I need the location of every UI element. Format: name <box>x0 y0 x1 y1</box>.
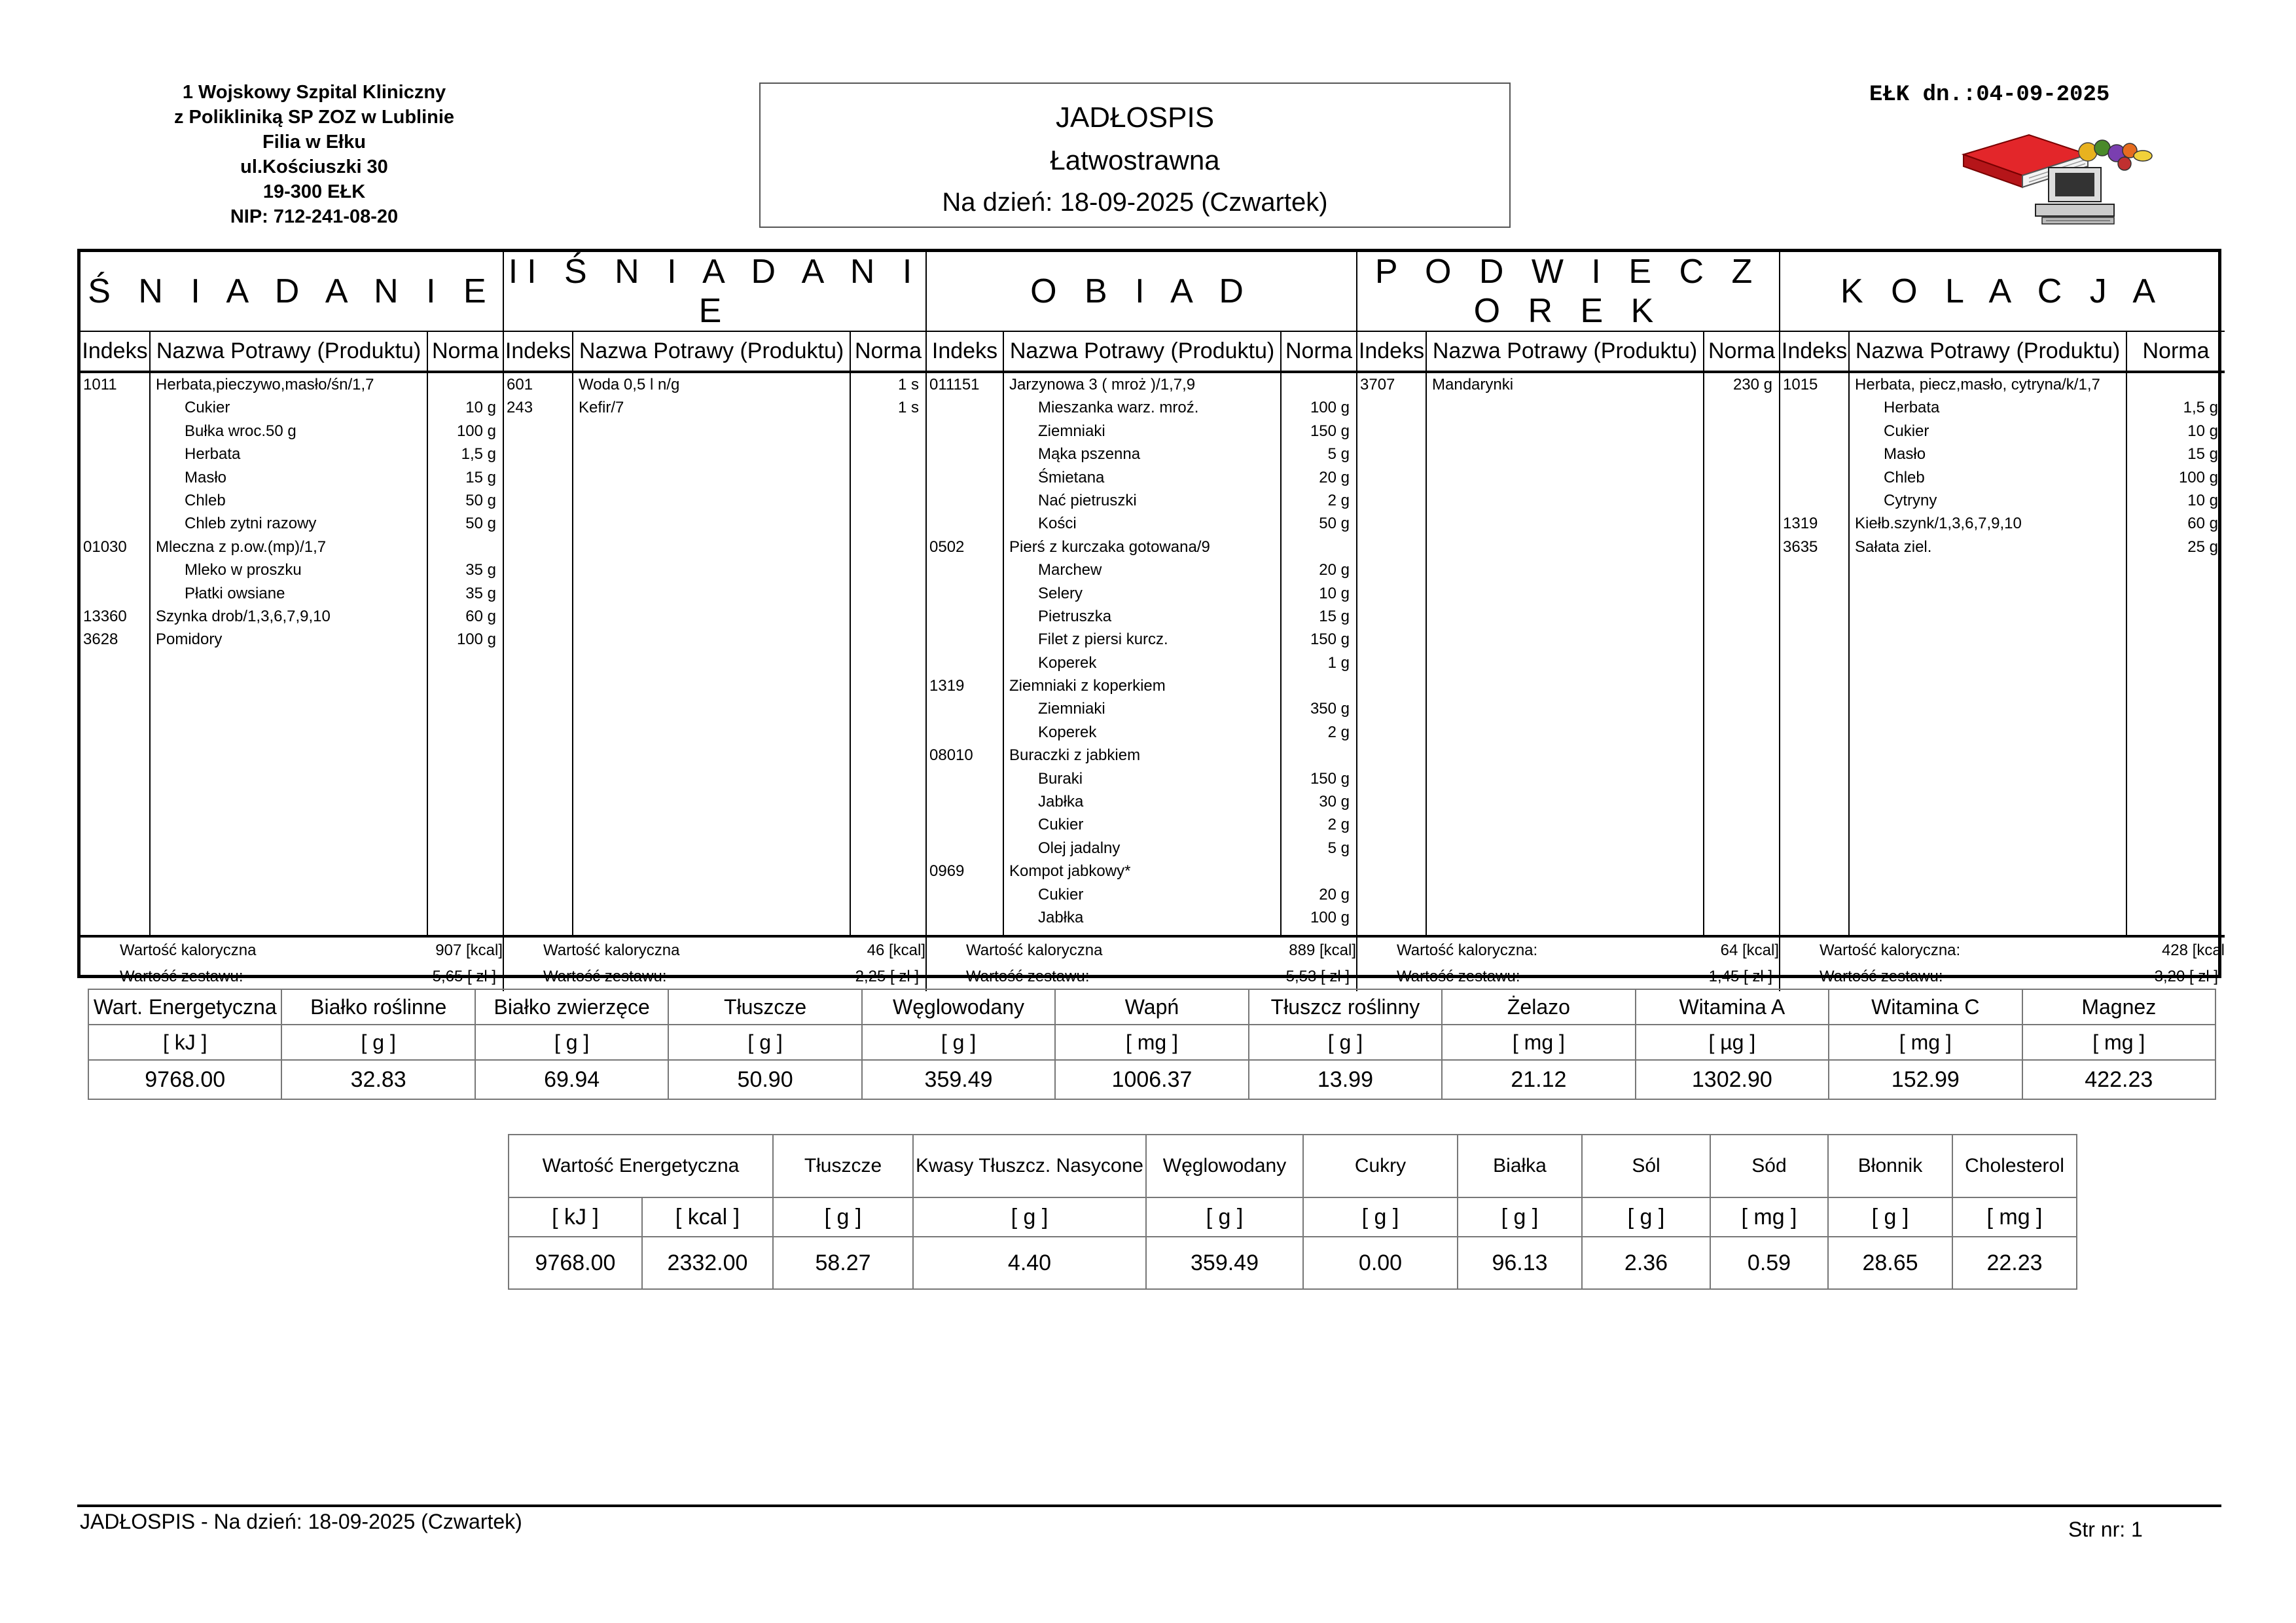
nutrition2-unit: [ g ] <box>1828 1197 1952 1237</box>
menu-item-idx: 08010 <box>929 746 973 765</box>
title-box <box>759 82 1511 228</box>
menu-item-norm: 10 g <box>2187 422 2219 440</box>
footer-divider <box>77 1504 2221 1507</box>
menu-item-name: Buraki <box>1038 769 1083 788</box>
cost-label: Wartość zestawu: <box>966 968 1090 985</box>
menu-item-idx: 1015 <box>1783 376 1818 393</box>
nutrition2-value: 359.49 <box>1146 1237 1303 1289</box>
nutrition1-header: Żelazo <box>1442 989 1635 1025</box>
column-header-name: Nazwa Potrawy (Produktu) <box>150 331 427 372</box>
nutrition1-unit: [ mg ] <box>2022 1025 2215 1060</box>
menu-item-idx <box>1780 396 1848 419</box>
nutrition1-value: 9768.00 <box>88 1060 281 1099</box>
hospital-subname: z Polikliniką SP ZOZ w Lublinie <box>173 107 455 128</box>
menu-item-idx <box>81 558 149 581</box>
column-header-norm: Norma <box>427 331 503 372</box>
menu-item-idx: 1011 <box>83 376 117 393</box>
menu-column-idx <box>503 372 573 936</box>
menu-item-name: Marchew <box>1038 561 1102 579</box>
menu-item-norm: 60 g <box>2187 515 2219 533</box>
nutrition2-header: Tłuszcze <box>773 1135 913 1197</box>
menu-item-norm: 1 s <box>897 399 919 417</box>
menu-item-idx <box>1780 489 1848 512</box>
column-header-norm: Norma <box>1281 331 1357 372</box>
kcal-row <box>1357 938 1779 964</box>
hospital-city: 19-300 EŁK <box>262 181 366 202</box>
menu-item-norm: 150 g <box>1310 630 1350 649</box>
kcal-row <box>1780 938 2225 964</box>
menu-item-name: Cukier <box>1038 885 1084 903</box>
nutrition1-unit: [ g ] <box>1249 1025 1442 1060</box>
menu-item-name: Buraczki z jabkiem <box>1009 746 1141 765</box>
menu-item-idx <box>927 582 1003 605</box>
nutrition1-header: Magnez <box>2022 989 2215 1025</box>
menu-item-name: Pomidory <box>156 630 223 649</box>
menu-item-norm: 10 g <box>1319 584 1350 602</box>
book-computer-fruit-logo <box>1957 128 2179 227</box>
menu-item-idx <box>81 489 149 512</box>
menu-item-norm: 100 g <box>1310 908 1350 926</box>
issue-date: EŁK dn.:04-09-2025 <box>1869 82 2110 107</box>
diet-name: Łatwostrawna <box>1050 145 1220 175</box>
meal-title-breakfast: Ś N I A D A N I E <box>81 252 503 331</box>
menu-item-idx: 0502 <box>929 538 965 556</box>
column-header-norm: Norma <box>2126 331 2225 372</box>
meal-title-dinner: K O L A C J A <box>1780 252 2225 331</box>
menu-table <box>77 249 2225 985</box>
cost-value: 5,65 [ zł ] <box>432 968 496 985</box>
nutrition1-value: 359.49 <box>862 1060 1055 1099</box>
column-header-norm: Norma <box>1704 331 1780 372</box>
menu-item-name: Chleb zytni razowy <box>185 515 317 533</box>
menu-column-norm <box>427 372 503 936</box>
menu-item-name: Kości <box>1038 515 1077 533</box>
menu-item-norm: 10 g <box>2187 491 2219 509</box>
menu-item-name: Chleb <box>1884 468 1925 486</box>
meal-summary <box>1357 936 1780 991</box>
menu-item-idx <box>927 767 1003 790</box>
menu-column-idx <box>1357 372 1426 936</box>
nutrition2-value: 9768.00 <box>509 1237 642 1289</box>
menu-item-norm <box>1282 674 1356 697</box>
nutrition2-unit: [ g ] <box>1146 1197 1303 1237</box>
hospital-info <box>118 80 511 229</box>
menu-item-norm: 1 s <box>897 376 919 393</box>
kcal-value: 889 [kcal] <box>1289 941 1357 959</box>
menu-item-norm <box>1282 744 1356 767</box>
menu-column-name <box>573 372 850 936</box>
nutrition2-value: 2332.00 <box>642 1237 773 1289</box>
menu-item-idx: 601 <box>507 376 533 393</box>
menu-item-name: Selery <box>1038 584 1083 602</box>
menu-item-idx <box>1780 420 1848 443</box>
hospital-street: ul.Kościuszki 30 <box>240 156 388 177</box>
nutrition2-header: Białka <box>1458 1135 1582 1197</box>
cost-row <box>927 964 1356 990</box>
meal-summary <box>926 936 1357 991</box>
cost-value: 3,20 [ zł ] <box>2154 968 2219 985</box>
menu-item-name: Ziemniaki z koperkiem <box>1009 677 1166 695</box>
nutrition1-unit: [ g ] <box>475 1025 668 1060</box>
menu-item-norm: 50 g <box>465 491 496 509</box>
menu-item-name: Mleczna z p.ow.(mp)/1,7 <box>156 538 327 556</box>
column-header-index: Indeks <box>926 331 1003 372</box>
menu-column-name <box>1849 372 2126 936</box>
menu-item-idx <box>927 790 1003 813</box>
menu-item-idx: 0969 <box>929 862 965 881</box>
menu-item-norm <box>1282 373 1356 396</box>
menu-item-name: Bułka wroc.50 g <box>185 422 296 440</box>
menu-item-name: Szynka drob/1,3,6,7,9,10 <box>156 607 331 625</box>
menu-item-name: Herbata,pieczywo,masło/śn/1,7 <box>156 376 374 393</box>
nutrition2-value: 0.00 <box>1303 1237 1458 1289</box>
kcal-row <box>81 938 503 964</box>
cost-row <box>504 964 925 990</box>
kcal-label: Wartość kaloryczna: <box>1820 941 1961 959</box>
menu-item-idx <box>927 443 1003 465</box>
menu-item-norm: 50 g <box>1319 515 1350 533</box>
menu-item-idx: 3707 <box>1360 376 1395 393</box>
nutrition1-header: Wart. Energetyczna <box>88 989 281 1025</box>
menu-item-norm: 150 g <box>1310 769 1350 788</box>
menu-item-name: Cukier <box>1038 816 1084 834</box>
nutrition1-header: Białko roślinne <box>281 989 475 1025</box>
kcal-value: 46 [kcal] <box>867 941 925 959</box>
menu-item-name: Cukier <box>185 399 230 417</box>
column-header-index: Indeks <box>1357 331 1426 372</box>
menu-item-norm: 30 g <box>1319 793 1350 811</box>
menu-column-norm <box>2126 372 2225 936</box>
menu-item-idx <box>927 558 1003 581</box>
nutrition2-value: 2.36 <box>1582 1237 1710 1289</box>
menu-item-norm: 10 g <box>465 399 496 417</box>
kcal-label: Wartość kaloryczna <box>120 941 257 959</box>
menu-item-norm: 100 g <box>456 422 496 440</box>
column-header-index: Indeks <box>1780 331 1849 372</box>
nutrition2-header: Cholesterol <box>1952 1135 2077 1197</box>
column-header-index: Indeks <box>81 331 150 372</box>
nutrition2-value: 0.59 <box>1710 1237 1828 1289</box>
menu-item-idx <box>927 420 1003 443</box>
cost-label: Wartość zestawu: <box>1820 968 1943 985</box>
nutrition2-header: Błonnik <box>1828 1135 1952 1197</box>
cost-value: 5,53 [ zł ] <box>1285 968 1350 985</box>
menu-item-norm: 5 g <box>1327 445 1350 464</box>
menu-item-norm: 1,5 g <box>461 445 496 464</box>
nutrition2-value: 58.27 <box>773 1237 913 1289</box>
menu-item-idx <box>81 466 149 489</box>
menu-item-name: Cytryny <box>1884 491 1937 509</box>
nutrition1-unit: [ mg ] <box>1055 1025 1248 1060</box>
meal-title-lunch: O B I A D <box>926 252 1357 331</box>
nutrition1-header: Białko zwierzęce <box>475 989 668 1025</box>
nutrition1-value: 1006.37 <box>1055 1060 1248 1099</box>
page-title: JADŁOSPIS <box>1055 101 1215 134</box>
kcal-row <box>504 938 925 964</box>
menu-column-name <box>1426 372 1704 936</box>
menu-item-norm <box>1282 860 1356 883</box>
menu-item-norm: 1,5 g <box>2183 399 2219 417</box>
cost-row <box>1357 964 1779 990</box>
menu-item-norm: 20 g <box>1319 561 1350 579</box>
column-header-norm: Norma <box>850 331 926 372</box>
menu-item-idx <box>927 512 1003 535</box>
nutrition2-unit: [ g ] <box>773 1197 913 1237</box>
menu-item-idx: 011151 <box>929 376 980 393</box>
menu-item-norm: 350 g <box>1310 700 1350 718</box>
menu-item-name: Woda 0,5 l n/g <box>579 376 680 393</box>
cost-label: Wartość zestawu: <box>543 968 667 985</box>
menu-item-name: Ziemniaki <box>1038 700 1105 718</box>
menu-item-norm: 35 g <box>465 584 496 602</box>
menu-item-idx: 13360 <box>83 607 127 625</box>
menu-item-norm: 20 g <box>1319 885 1350 903</box>
menu-item-idx <box>81 443 149 465</box>
menu-item-norm: 5 g <box>1327 839 1350 857</box>
nutrition2-unit: [ mg ] <box>1710 1197 1828 1237</box>
kcal-value: 64 [kcal] <box>1720 941 1780 959</box>
menu-item-idx <box>927 697 1003 720</box>
menu-item-idx: 243 <box>507 399 533 417</box>
nutrition1-value: 422.23 <box>2022 1060 2215 1099</box>
menu-item-name: Pietruszka <box>1038 607 1112 625</box>
nutrition1-unit: [ g ] <box>668 1025 861 1060</box>
nutrition1-unit: [ mg ] <box>1829 1025 2022 1060</box>
column-header-name: Nazwa Potrawy (Produktu) <box>1426 331 1704 372</box>
menu-item-idx <box>927 396 1003 419</box>
nutrition2-value: 22.23 <box>1952 1237 2077 1289</box>
menu-item-norm: 150 g <box>1310 422 1350 440</box>
menu-column-norm <box>850 372 926 936</box>
nutrition1-header: Witamina C <box>1829 989 2022 1025</box>
cost-row <box>1780 964 2225 990</box>
menu-item-name: Mieszanka warz. mroź. <box>1038 399 1199 417</box>
nutrition1-header: Witamina A <box>1636 989 1829 1025</box>
menu-item-idx <box>927 813 1003 836</box>
menu-item-idx: 01030 <box>83 538 127 556</box>
nutrition-table-1 <box>88 989 2216 1100</box>
menu-item-idx <box>927 628 1003 651</box>
column-header-index: Indeks <box>503 331 573 372</box>
nutrition1-header: Wapń <box>1055 989 1248 1025</box>
menu-item-name: Płatki owsiane <box>185 584 285 602</box>
hospital-nip: NIP: 712-241-08-20 <box>230 206 399 227</box>
column-header-name: Nazwa Potrawy (Produktu) <box>573 331 850 372</box>
nutrition2-unit: [ g ] <box>1303 1197 1458 1237</box>
menu-item-name: Herbata, piecz,masło, cytryna/k/1,7 <box>1855 376 2100 393</box>
nutrition2-unit: [ g ] <box>1458 1197 1582 1237</box>
menu-item-norm: 15 g <box>2187 445 2219 464</box>
menu-item-name: Śmietana <box>1038 468 1105 486</box>
nutrition2-header: Sól <box>1582 1135 1710 1197</box>
menu-item-name: Sałata ziel. <box>1855 538 1932 556</box>
meal-summary <box>81 936 503 991</box>
menu-item-norm: 2 g <box>1327 816 1350 834</box>
menu-item-idx <box>927 837 1003 860</box>
menu-item-name: Herbata <box>185 445 241 464</box>
cost-row <box>81 964 503 990</box>
kcal-value: 428 [kcal <box>2161 941 2225 959</box>
menu-item-idx: 1319 <box>929 677 965 695</box>
kcal-label: Wartość kaloryczna: <box>1397 941 1538 959</box>
nutrition1-value: 32.83 <box>281 1060 475 1099</box>
menu-column-name <box>1003 372 1281 936</box>
menu-item-idx: 3635 <box>1783 538 1818 556</box>
kcal-label: Wartość kaloryczna <box>966 941 1103 959</box>
nutrition1-unit: [ mg ] <box>1442 1025 1635 1060</box>
cost-value: 2,25 [ zł ] <box>855 968 919 985</box>
menu-item-name: Filet z piersi kurcz. <box>1038 630 1168 649</box>
menu-item-idx <box>81 396 149 419</box>
menu-item-idx <box>1780 466 1848 489</box>
nutrition-table-2 <box>508 1134 2077 1290</box>
nutrition2-unit: [ g ] <box>913 1197 1146 1237</box>
menu-item-norm: 60 g <box>465 607 496 625</box>
nutrition1-unit: [ g ] <box>862 1025 1055 1060</box>
menu-item-idx <box>81 582 149 605</box>
menu-item-idx <box>927 489 1003 512</box>
menu-column-norm <box>1281 372 1357 936</box>
menu-item-name: Mleko w proszku <box>185 561 302 579</box>
nutrition2-header: Wartość Energetyczna <box>509 1135 773 1197</box>
menu-item-norm: 15 g <box>1319 607 1350 625</box>
menu-item-norm: 25 g <box>2187 538 2219 556</box>
menu-item-name: Mąka pszenna <box>1038 445 1141 464</box>
menu-item-name: Herbata <box>1884 399 1940 417</box>
meal-summary <box>1780 936 2225 991</box>
menu-item-norm: 20 g <box>1319 468 1350 486</box>
menu-item-name: Kiełb.szynk/1,3,6,7,9,10 <box>1855 515 2022 533</box>
menu-item-idx <box>927 466 1003 489</box>
column-header-name: Nazwa Potrawy (Produktu) <box>1003 331 1281 372</box>
menu-item-norm: 15 g <box>465 468 496 486</box>
nutrition2-header: Sód <box>1710 1135 1828 1197</box>
menu-item-name: Jabłka <box>1038 793 1084 811</box>
menu-item-name: Nać pietruszki <box>1038 491 1137 509</box>
menu-item-norm: 1 g <box>1327 653 1350 672</box>
nutrition2-value: 96.13 <box>1458 1237 1582 1289</box>
column-header-name: Nazwa Potrawy (Produktu) <box>1849 331 2126 372</box>
menu-item-norm <box>428 373 503 396</box>
footer-title: JADŁOSPIS - Na dzień: 18-09-2025 (Czwartek) <box>80 1510 522 1533</box>
kcal-label: Wartość kaloryczna <box>543 941 680 959</box>
menu-item-norm <box>1282 536 1356 558</box>
nutrition1-value: 50.90 <box>668 1060 861 1099</box>
nutrition1-header: Węglowodany <box>862 989 1055 1025</box>
menu-item-name: Olej jadalny <box>1038 839 1121 857</box>
nutrition2-unit: [ g ] <box>1582 1197 1710 1237</box>
menu-item-name: Cukier <box>1884 422 1929 440</box>
menu-item-name: Masło <box>1884 445 1926 464</box>
nutrition1-value: 152.99 <box>1829 1060 2022 1099</box>
menu-item-name: Koperek <box>1038 653 1097 672</box>
menu-item-name: Chleb <box>185 491 226 509</box>
menu-item-norm: 100 g <box>2178 468 2219 486</box>
menu-column-idx <box>1780 372 1849 936</box>
menu-column-norm <box>1704 372 1780 936</box>
menu-item-norm: 2 g <box>1327 491 1350 509</box>
menu-item-idx <box>81 420 149 443</box>
nutrition2-unit: [ mg ] <box>1952 1197 2077 1237</box>
menu-column-name <box>150 372 427 936</box>
menu-item-idx <box>927 906 1003 929</box>
nutrition1-unit: [ g ] <box>281 1025 475 1060</box>
nutrition2-value: 4.40 <box>913 1237 1146 1289</box>
menu-item-idx: 1319 <box>1783 515 1818 533</box>
menu-item-name: Pierś z kurczaka gotowana/9 <box>1009 538 1210 556</box>
nutrition1-unit: [ µg ] <box>1636 1025 1829 1060</box>
menu-item-name: Mandarynki <box>1432 376 1514 393</box>
menu-item-norm: 35 g <box>465 561 496 579</box>
nutrition1-value: 21.12 <box>1442 1060 1635 1099</box>
menu-item-idx <box>927 651 1003 674</box>
cost-value: 1,45 [ zł ] <box>1708 968 1773 985</box>
menu-item-norm: 50 g <box>465 515 496 533</box>
menu-item-idx <box>1780 443 1848 465</box>
menu-item-idx <box>927 883 1003 906</box>
meal-summary <box>503 936 926 991</box>
menu-item-name: Jarzynowa 3 ( mroż )/1,7,9 <box>1009 376 1196 393</box>
hospital-name: 1 Wojskowy Szpital Kliniczny <box>182 82 446 103</box>
nutrition2-header: Kwasy Tłuszcz. Nasycone <box>913 1135 1146 1197</box>
nutrition2-header: Cukry <box>1303 1135 1458 1197</box>
nutrition2-header: Węglowodany <box>1146 1135 1303 1197</box>
menu-item-norm: 100 g <box>1310 399 1350 417</box>
menu-item-idx: 3628 <box>83 630 118 649</box>
menu-item-norm <box>2127 373 2225 396</box>
menu-item-idx <box>927 605 1003 628</box>
nutrition2-unit: [ kJ ] <box>509 1197 642 1237</box>
cost-label: Wartość zestawu: <box>120 968 243 985</box>
nutrition1-header: Tłuszcze <box>668 989 861 1025</box>
meal-title-afternoon-snack: P O D W I E C Z O R E K <box>1357 252 1780 331</box>
menu-item-name: Masło <box>185 468 227 486</box>
nutrition1-header: Tłuszcz roślinny <box>1249 989 1442 1025</box>
menu-date: Na dzień: 18-09-2025 (Czwartek) <box>942 188 1328 217</box>
menu-item-idx <box>81 512 149 535</box>
menu-item-idx <box>927 721 1003 744</box>
cost-label: Wartość zestawu: <box>1397 968 1520 985</box>
kcal-value: 907 [kcal] <box>435 941 503 959</box>
menu-item-norm: 2 g <box>1327 723 1350 741</box>
menu-item-name: Kompot jabkowy* <box>1009 862 1131 881</box>
hospital-branch: Filia w Ełku <box>262 132 366 153</box>
nutrition1-value: 69.94 <box>475 1060 668 1099</box>
menu-item-name: Kefir/7 <box>579 399 624 417</box>
kcal-row <box>927 938 1356 964</box>
menu-item-norm <box>428 536 503 558</box>
menu-item-norm: 230 g <box>1732 376 1773 393</box>
page-number: Str nr: 1 <box>2068 1518 2143 1541</box>
nutrition2-value: 28.65 <box>1828 1237 1952 1289</box>
menu-item-norm: 100 g <box>456 630 496 649</box>
menu-item-name: Jabłka <box>1038 908 1084 926</box>
nutrition2-unit: [ kcal ] <box>642 1197 773 1237</box>
menu-item-name: Ziemniaki <box>1038 422 1105 440</box>
meal-title-second-breakfast: II Ś N I A D A N I E <box>503 252 926 331</box>
nutrition1-value: 13.99 <box>1249 1060 1442 1099</box>
menu-column-idx <box>926 372 1003 936</box>
nutrition1-value: 1302.90 <box>1636 1060 1829 1099</box>
menu-column-idx <box>81 372 150 936</box>
menu-item-name: Koperek <box>1038 723 1097 741</box>
nutrition1-unit: [ kJ ] <box>88 1025 281 1060</box>
